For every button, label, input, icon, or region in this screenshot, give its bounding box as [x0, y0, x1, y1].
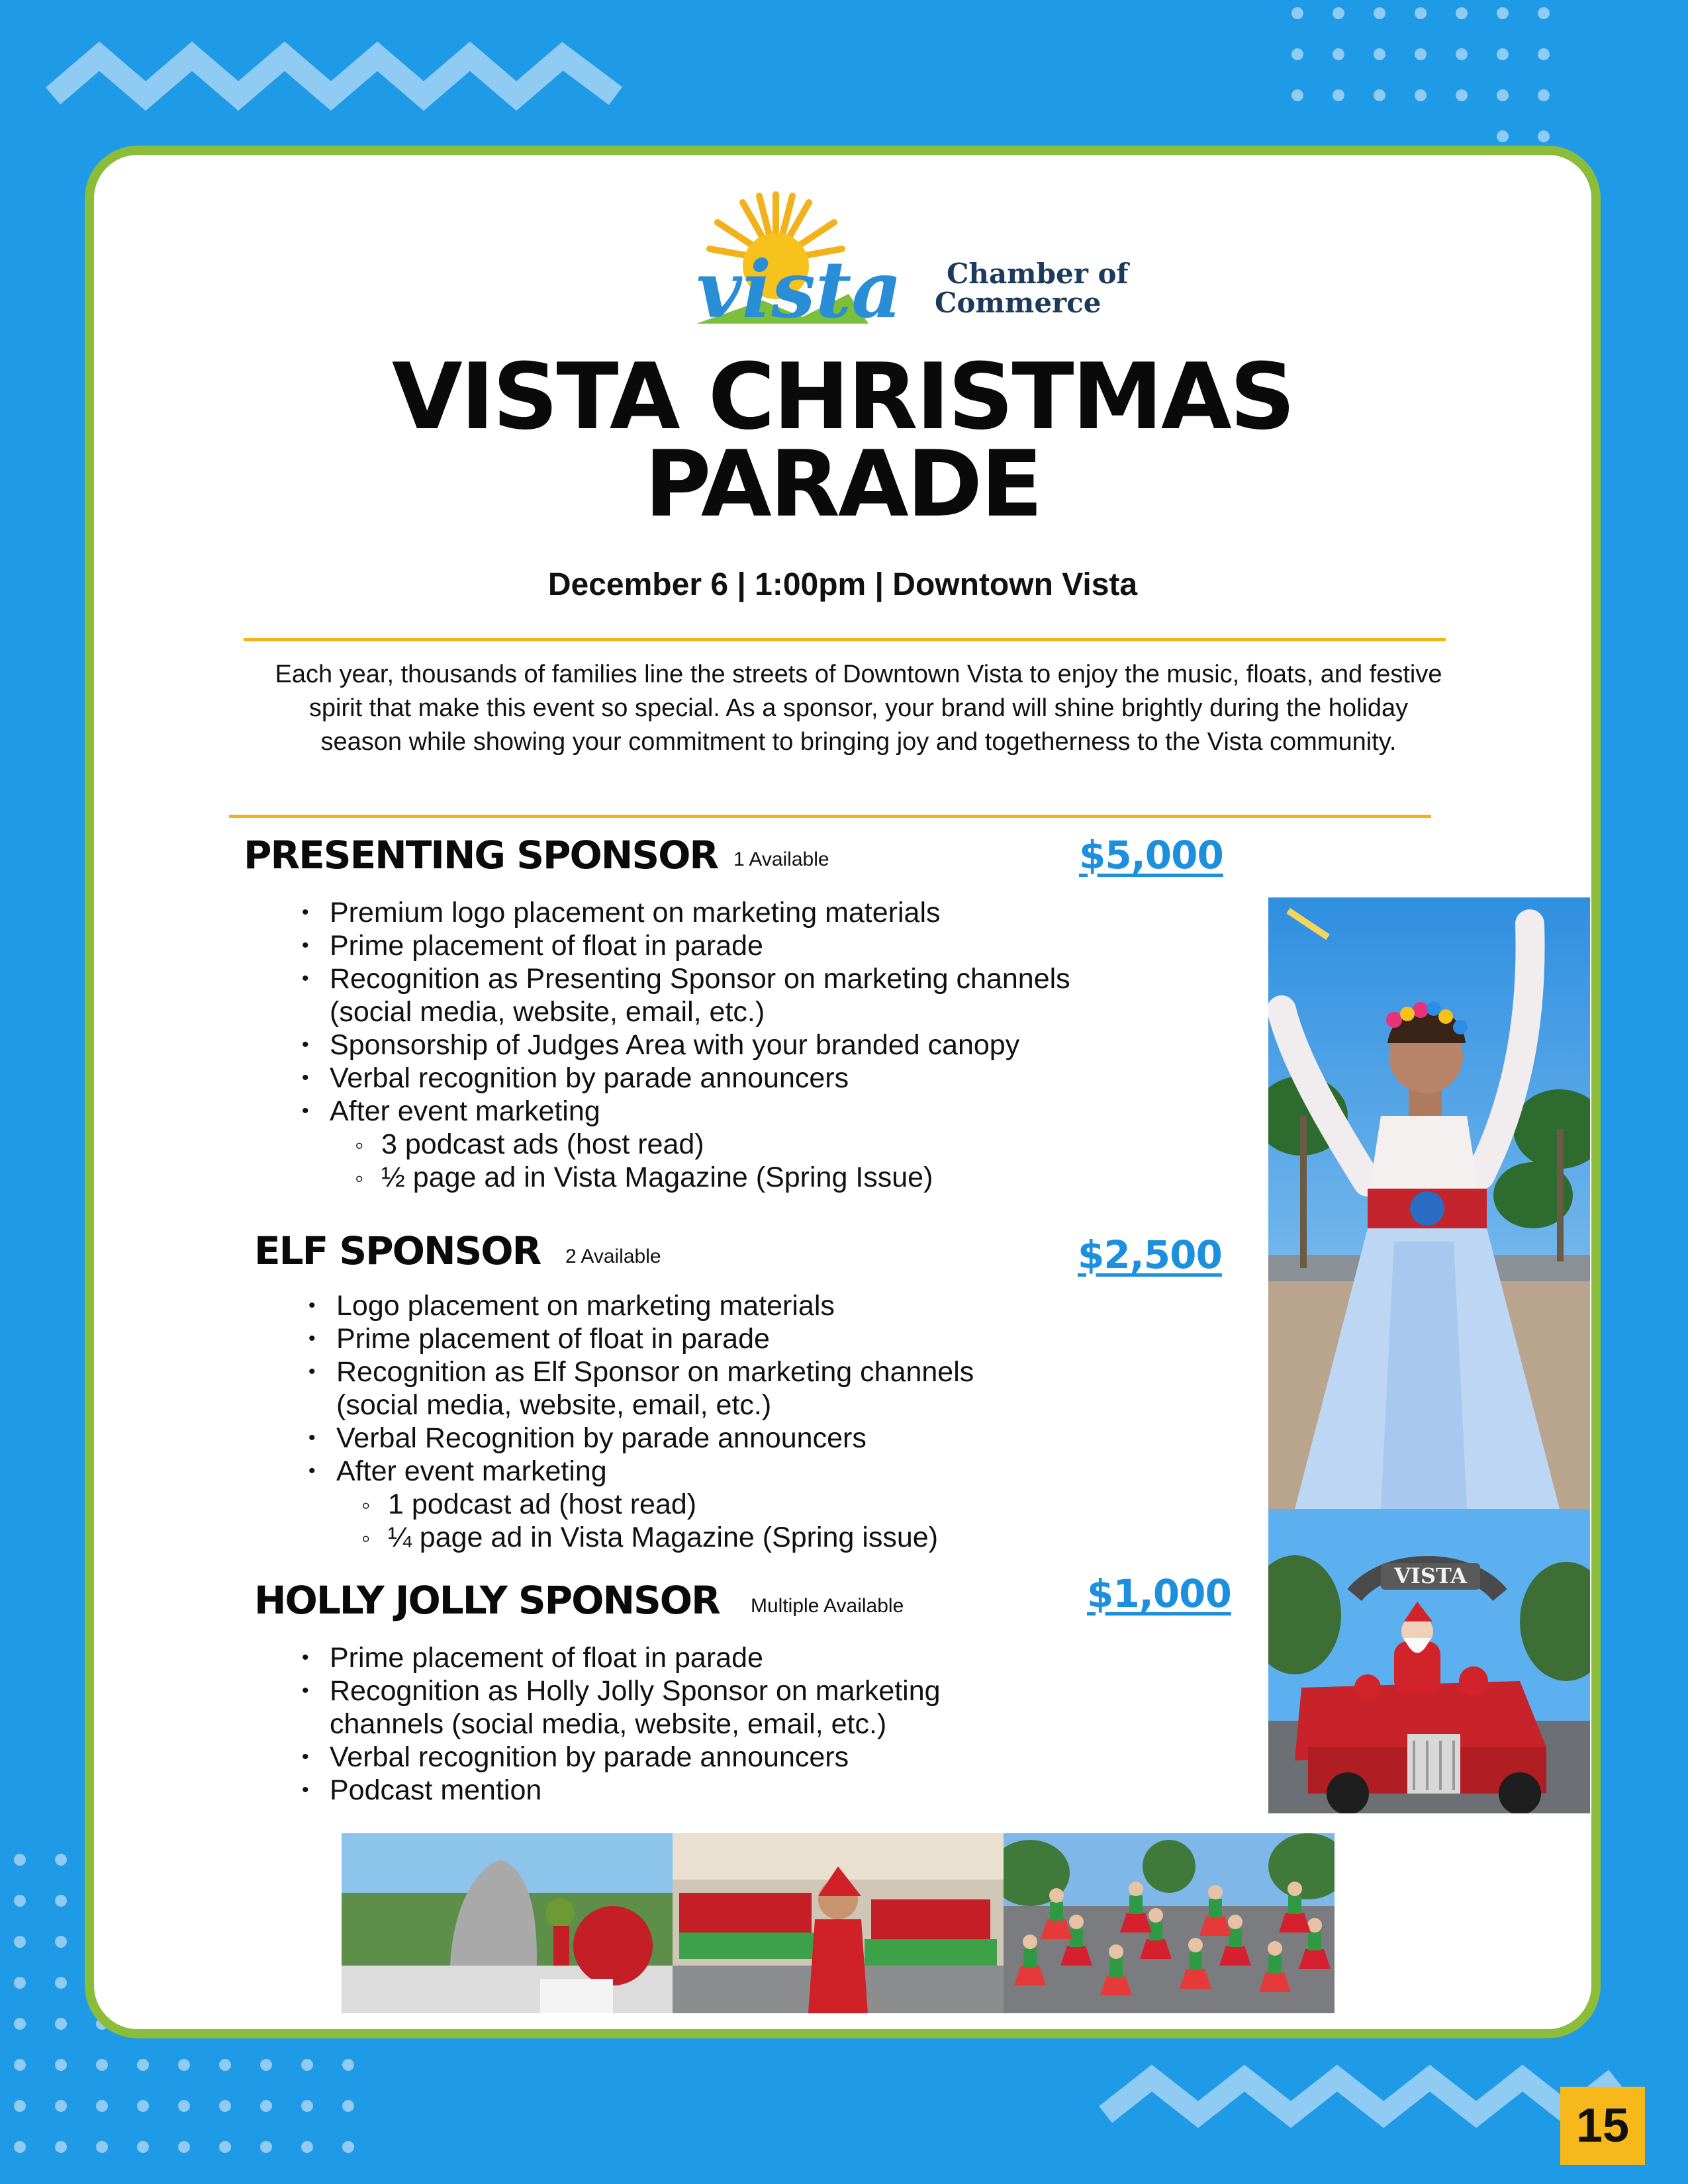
photo-elf-performer — [673, 1833, 1004, 2013]
benefit-subitem: ◦ 1 podcast ad (host read) — [336, 1488, 974, 1521]
benefit-item: • Prime placement of float in parade — [330, 1641, 941, 1674]
svg-text:vista: vista — [696, 244, 902, 336]
benefit-item: • Recognition as Presenting Sponsor on marketing channels — [330, 962, 1070, 995]
tier-benefits-presenting — [330, 896, 1070, 1194]
benefit-item: • After event marketing — [336, 1455, 974, 1488]
event-details: December 6 | 1:00pm | Downtown Vista — [547, 567, 1138, 602]
tier-price-elf: $2,500 — [1078, 1232, 1222, 1277]
benefit-subitem: ◦ ¼ page ad in Vista Magazine (Spring issue) — [336, 1521, 974, 1554]
benefit-item: • Podcast mention — [330, 1774, 941, 1807]
zigzag-top-decoration — [40, 33, 635, 119]
tier-price-presenting: $5,000 — [1079, 833, 1223, 878]
tier-price-holly-jolly: $1,000 — [1087, 1571, 1231, 1616]
event-intro: Each year, thousands of families line the streets of Downtown Vista to enjoy the music, floats, and festive spirit that make this event so special. As a sponsor, your brand will shine brightly during the holiday season while showing your commitment to bringing joy and togetherness to the Vista community. — [275, 660, 1442, 756]
tier-availability-presenting: 1 Available — [733, 848, 829, 870]
photo-float-grinch — [342, 1833, 673, 2013]
benefit-item: • Sponsorship of Judges Area with your branded canopy — [330, 1028, 1070, 1062]
benefit-item: • Prime placement of float in parade — [336, 1322, 974, 1355]
benefit-item: • Verbal Recognition by parade announcers — [336, 1422, 974, 1455]
tier-availability-holly-jolly: Multiple Available — [751, 1595, 904, 1617]
benefit-item: • Premium logo placement on marketing materials — [330, 896, 1070, 929]
benefit-item: • After event marketing — [330, 1095, 1070, 1128]
logo-line-2: Commerce — [935, 287, 1102, 319]
page-number: 15 — [1560, 2087, 1645, 2165]
logo-line-1: Chamber of — [947, 257, 1129, 290]
divider-top — [244, 638, 1446, 641]
tier-name-presenting: PRESENTING SPONSOR — [244, 833, 718, 878]
chamber-logo — [670, 188, 1199, 347]
photo-santa-fire-truck — [1268, 1509, 1590, 1813]
benefit-item: • Verbal recognition by parade announcers — [330, 1741, 941, 1774]
benefit-item: • Recognition as Elf Sponsor on marketing channels — [336, 1355, 974, 1388]
svg-text:VISTA: VISTA — [1394, 1563, 1467, 1588]
tier-benefits-elf — [336, 1289, 974, 1554]
benefit-subitem: ◦ 3 podcast ads (host read) — [330, 1128, 1070, 1161]
sponsorship-card — [85, 146, 1601, 2038]
photo-dance-group — [1004, 1833, 1335, 2013]
benefit-continuation: channels (social media, website, email, etc.) — [330, 1708, 887, 1740]
benefit-item: • Recognition as Holly Jolly Sponsor on marketing — [330, 1674, 941, 1707]
benefit-continuation: (social media, website, email, etc.) — [330, 996, 765, 1028]
photo-parade-dancer — [1268, 897, 1590, 1509]
benefit-subitem: ◦ ½ page ad in Vista Magazine (Spring Issue) — [330, 1161, 1070, 1194]
benefit-item: • Verbal recognition by parade announcers — [330, 1062, 1070, 1095]
tier-name-elf: ELF SPONSOR — [254, 1228, 541, 1273]
tier-name-holly-jolly: HOLLY JOLLY SPONSOR — [254, 1578, 720, 1623]
benefit-continuation: (social media, website, email, etc.) — [336, 1389, 772, 1421]
benefit-item: • Logo placement on marketing materials — [336, 1289, 974, 1322]
tier-benefits-holly-jolly — [330, 1641, 941, 1807]
benefit-item: • Prime placement of float in parade — [330, 929, 1070, 962]
divider-bottom — [229, 815, 1431, 818]
page-title: VISTA CHRISTMAS PARADE — [391, 343, 1294, 537]
tier-availability-elf: 2 Available — [565, 1246, 661, 1267]
